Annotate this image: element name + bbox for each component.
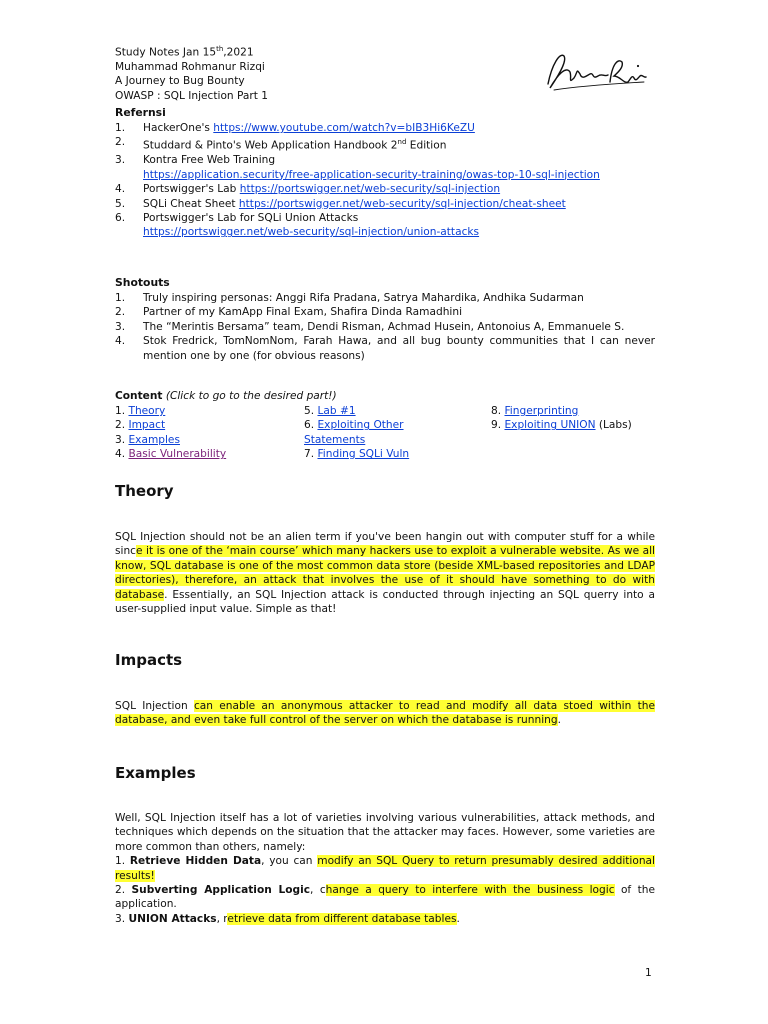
example-item: 1. Retrieve Hidden Data, you can modify an SQL Query to return presumably desired additional results! — [115, 855, 655, 882]
sqli-cheat-sheet-link[interactable]: https://portswigger.net/web-security/sql-injection/cheat-sheet — [238, 197, 566, 210]
examples-section — [115, 811, 655, 926]
toc-item: 4. Basic Vulnerability — [115, 448, 227, 461]
study-notes-date: Study Notes Jan 15th,2021 — [115, 45, 254, 59]
toc-item: 6. Exploiting Other Statements — [304, 419, 404, 446]
highlighted-text: e it is one of the ‘main course’ which many hackers use to exploit a vulnerable website. As we all know, SQL database is one of the most common data store (beside XML-based repositories and LDAP directories), therefore, an attack that involves the use of it should have something to do with database — [115, 545, 655, 601]
example-item: 3. UNION Attacks, retrieve data from different database tables. — [115, 912, 460, 925]
hackerone-youtube-link[interactable]: https://www.youtube.com/watch?v=bIB3Hi6KeZU — [213, 122, 475, 134]
toc-item: 1. Theory — [115, 405, 166, 417]
toc-link-exploiting-union[interactable]: Exploiting UNION — [504, 419, 596, 432]
toc-link-basic-vulnerability[interactable]: Basic Vulnerability — [128, 448, 227, 461]
document-subtitle: A Journey to Bug Bounty — [115, 75, 245, 88]
toc-item: 5. Lab #1 — [304, 405, 356, 417]
reference-item: 4. Portswigger's Lab https://portswigger.net/web-security/sql-injection — [115, 183, 501, 196]
shoutout-item: 1. Truly inspiring personas: Anggi Rifa Pradana, Satrya Mahardika, Andhika Sudarman — [115, 292, 584, 304]
kontra-training-link[interactable]: https://application.security/free-application-security-training/owas-top-10-sql-injection — [143, 168, 600, 181]
reference-item: 6. Portswigger's Lab for SQLi Union Attacks https://portswigger.net/web-security/sql-injection/union-attacks — [115, 211, 480, 239]
references-heading: Refernsi — [115, 106, 166, 119]
toc-column-2 — [304, 404, 434, 462]
toc-link-theory[interactable]: Theory — [128, 405, 166, 417]
toc-link-exploiting-other-statements[interactable]: Exploiting Other Statements — [304, 419, 404, 446]
theory-paragraph: SQL Injection should not be an alien term if you've been hangin out with computer stuff for a while since it is one of the ‘main course’ which many hackers use to exploit a vulnerable website. As we all know, SQL database is one of the most common data store (beside XML-based repositories and LDAP directories), therefore, an attack that involves the use of it should have something to do with database. Essentially, an SQL Injection attack is conducted through injecting an SQL querry into a user-supplied input value. Simple as that! — [115, 531, 655, 616]
toc-item: 9. Exploiting UNION (Labs) — [491, 419, 632, 432]
references-section — [115, 106, 655, 240]
document-topic: OWASP : SQL Injection Part 1 — [115, 89, 269, 102]
reference-item: 5. SQLi Cheat Sheet https://portswigger.net/web-security/sql-injection/cheat-sheet — [115, 197, 566, 210]
impacts-heading: Impacts — [115, 651, 183, 669]
shoutouts-list — [115, 291, 655, 363]
shoutout-item: 3. The “Merintis Bersama” team, Dendi Risman, Achmad Husein, Antonoius A, Emmanuele S. — [115, 320, 625, 333]
toc-link-lab-1[interactable]: Lab #1 — [317, 405, 356, 417]
toc-link-examples[interactable]: Examples — [128, 433, 180, 446]
document-header — [115, 42, 268, 103]
toc-link-finding-sqli-vuln[interactable]: Finding SQLi Vuln — [317, 448, 410, 461]
shoutouts-section — [115, 276, 655, 363]
portswigger-sqli-link[interactable]: https://portswigger.net/web-security/sql-injection — [239, 183, 501, 196]
highlighted-text: can enable an anonymous attacker to read and modify all data stoed within the database, and even take full control of the server on which the database is running — [115, 700, 655, 727]
toc-heading-line: Content (Click to go to the desired part!) — [115, 390, 337, 402]
toc-column-3 — [491, 404, 661, 433]
examples-intro: Well, SQL Injection itself has a lot of varieties involving various vulnerabilities, attack methods, and techniques which depends on the situation that the attacker may faces. However, some varieties are more common than others, namely: — [115, 812, 655, 853]
table-of-contents — [115, 389, 655, 403]
reference-item: 2. Studdard & Pinto's Web Application Handbook 2nd Edition — [115, 136, 447, 152]
shoutout-item: 2. Partner of my KamApp Final Exam, Shafira Dinda Ramadhini — [115, 306, 463, 319]
handwritten-signature — [540, 44, 652, 100]
references-list — [115, 121, 655, 240]
toc-item: 7. Finding SQLi Vuln — [304, 448, 410, 461]
toc-item: 3. Examples — [115, 433, 180, 446]
toc-item: 2. Impact — [115, 419, 166, 432]
shoutouts-heading: Shotouts — [115, 276, 170, 289]
examples-heading: Examples — [115, 764, 196, 782]
shoutout-item: 4. Stok Fredrick, TomNomNom, Farah Hawa, and all bug bounty communities that I can never mention one by one (for obvious reasons) — [115, 335, 655, 362]
impacts-paragraph: SQL Injection can enable an anonymous attacker to read and modify all data stoed within the database, and even take full control of the server on which the database is running. — [115, 700, 655, 727]
reference-item: 3. Kontra Free Web Training https://application.security/free-application-security-training/owas-top-10-sql-injection — [115, 154, 600, 181]
reference-item: 1. HackerOne's https://www.youtube.com/watch?v=bIB3Hi6KeZU — [115, 122, 475, 134]
theory-heading: Theory — [115, 482, 174, 500]
page-number: 1 — [645, 967, 652, 979]
author-name: Muhammad Rohmanur Rizqi — [115, 60, 265, 73]
highlighted-text: hange a query to interfere with the business logic — [325, 884, 615, 897]
toc-column-1 — [115, 404, 295, 462]
toc-item: 8. Fingerprinting — [491, 405, 579, 417]
toc-link-fingerprinting[interactable]: Fingerprinting — [504, 405, 579, 417]
toc-link-impact[interactable]: Impact — [128, 419, 166, 432]
highlighted-text: etrieve data from different database tables — [227, 912, 457, 925]
union-attacks-link[interactable]: https://portswigger.net/web-security/sql-injection/union-attacks — [143, 226, 480, 239]
highlighted-text: modify an SQL Query to return presumably desired additional results! — [115, 855, 655, 882]
example-item: 2. Subverting Application Logic, change a query to interfere with the business logic of the application. — [115, 884, 655, 911]
